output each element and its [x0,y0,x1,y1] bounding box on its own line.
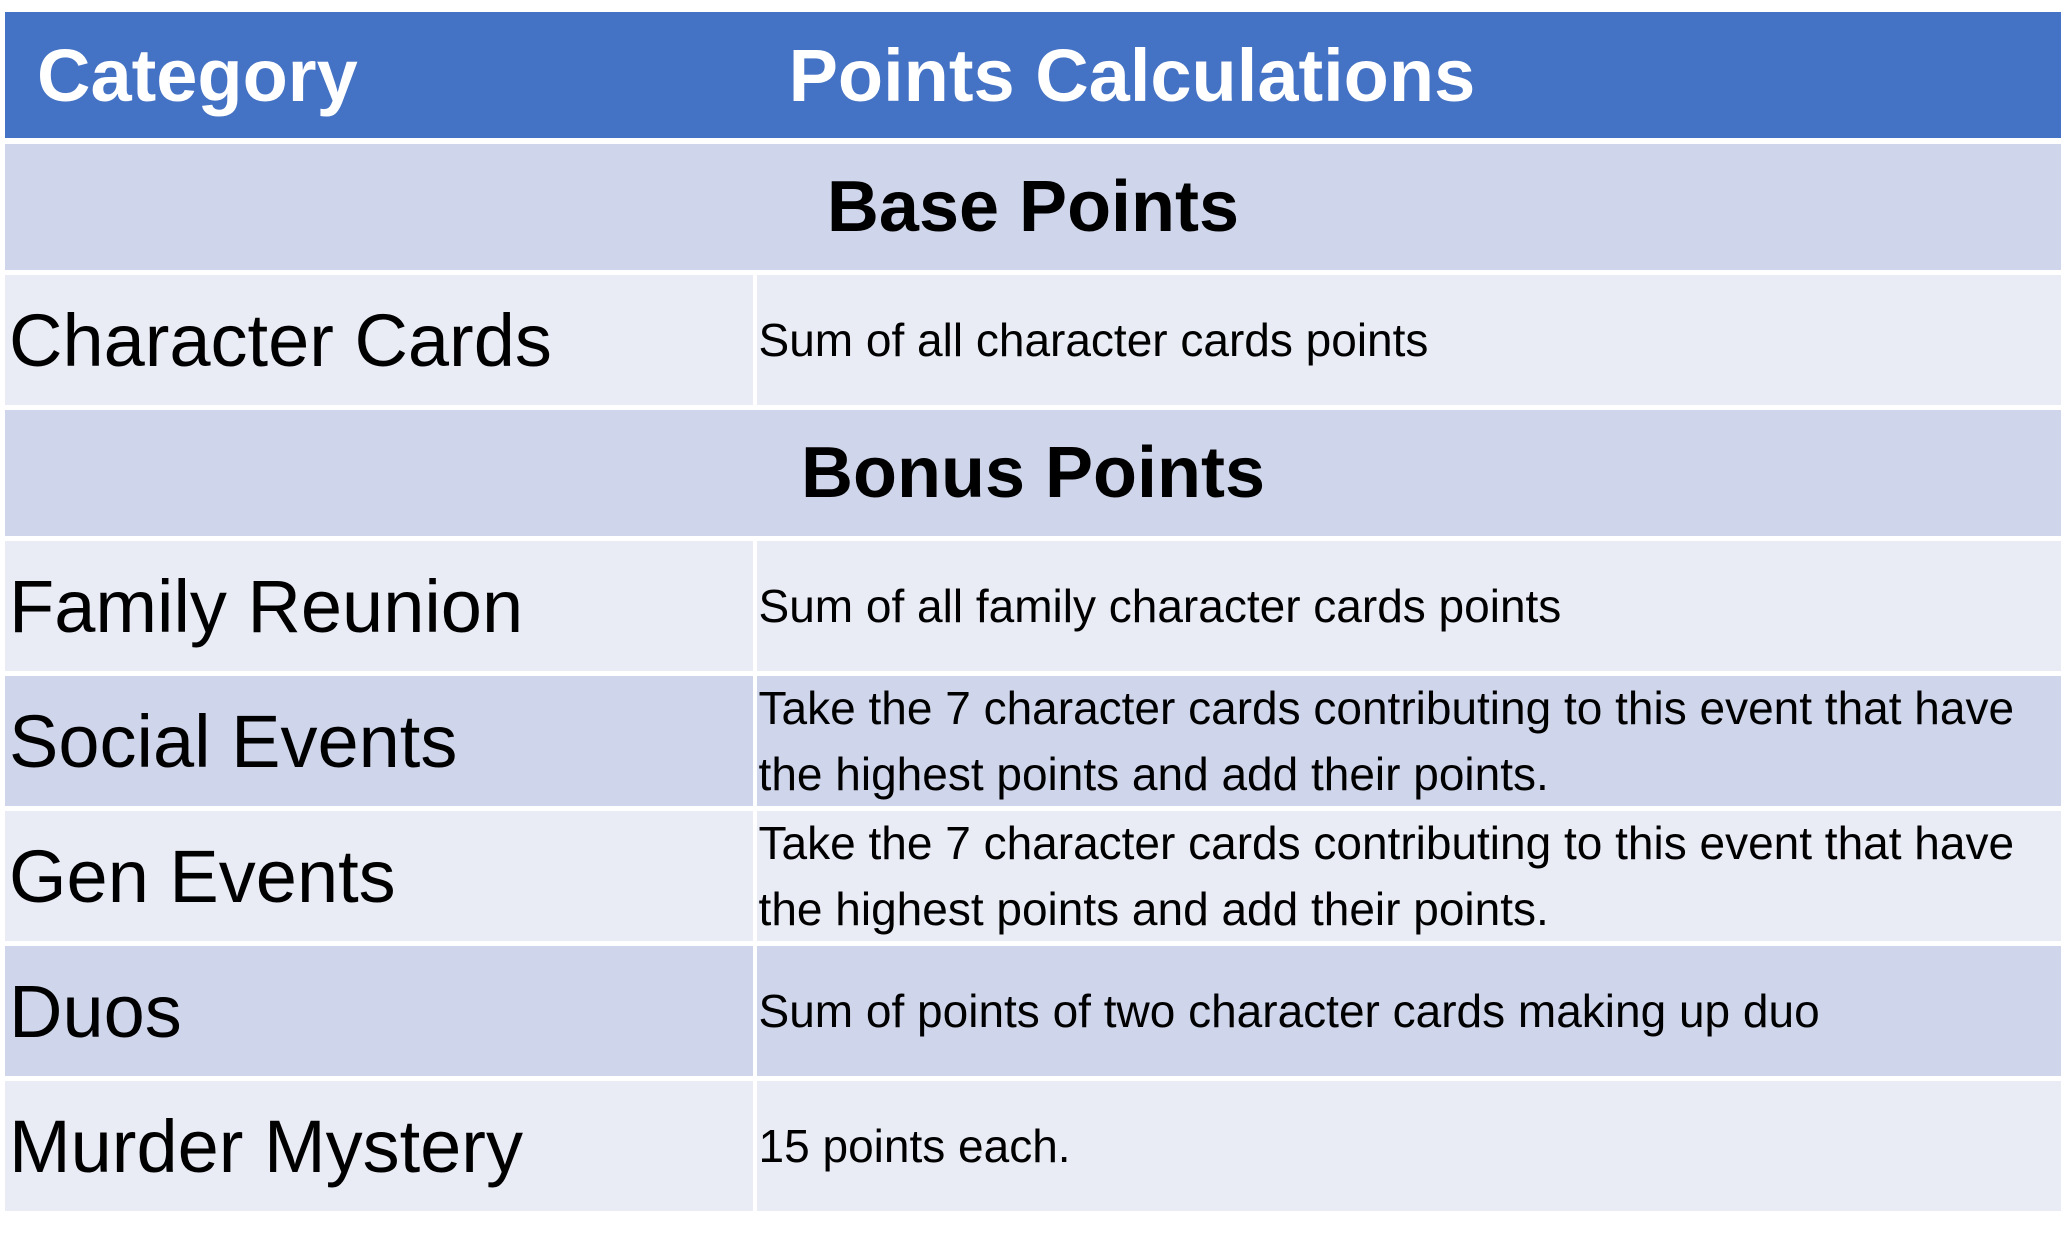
header-category: Category [37,33,358,117]
category-cell: Gen Events [5,811,753,941]
category-cell: Duos [5,946,753,1076]
section-row-bonus [5,410,2061,536]
calculation-cell: 15 points each. [757,1081,2061,1211]
table-row [5,946,2061,1076]
table-row [5,811,2061,941]
calculation-cell: Take the 7 character cards contributing to this event that have the highest points and add their points. [757,811,2061,941]
table-row [5,1081,2061,1211]
calculation-cell: Sum of points of two character cards making up duo [757,946,2061,1076]
calculation-cell: Sum of all character cards points [757,275,2061,405]
points-table [5,12,2061,1216]
category-cell: Character Cards [5,275,753,405]
category-cell: Family Reunion [5,541,753,671]
table-row [5,676,2061,806]
table-row [5,275,2061,405]
calculation-cell: Sum of all family character cards points [757,541,2061,671]
table-header-row [5,12,2061,138]
section-title-base-points: Base Points [826,167,1240,247]
section-title-bonus-points: Bonus Points [801,433,1265,513]
category-cell: Social Events [5,676,753,806]
table-row [5,541,2061,671]
header-points-calculations: Points Calculations [788,33,1476,117]
section-row-base [5,144,2061,270]
category-cell: Murder Mystery [5,1081,753,1211]
calculation-cell: Take the 7 character cards contributing to this event that have the highest points and add their points. [757,676,2061,806]
